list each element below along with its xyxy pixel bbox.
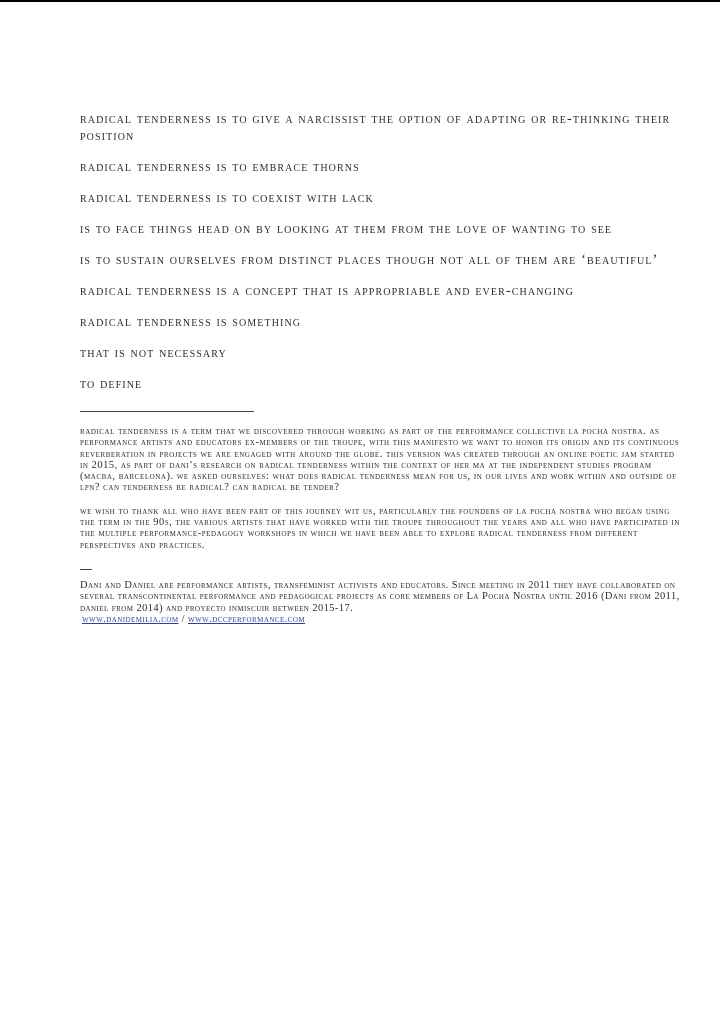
- danidemilia-link[interactable]: www.danidemilia.com: [82, 613, 179, 625]
- manifesto-line: radical tenderness is a concept that is appropriable and ever-changing: [80, 283, 574, 299]
- manifesto-line: to define: [80, 376, 143, 392]
- author-links: [82, 614, 680, 625]
- manifesto-line: that is not necessary: [80, 345, 227, 361]
- footnote-paragraph: radical tenderness is a term that we discovered through working as part of the performance collective la pocha nostra. as performance artists and educators ex-members of the troupe, with this manifesto we want to honor its origin and its continuous reverberation in projects we are engaged with around the globe. this version was created through an online poetic jam started in 2015, as part of dani’s research on radical tenderness within the context of her ma at the independent studies program (macba, barcelona). we asked ourselves: what does radical tenderness mean for us, in our lives and work within and outside of lpn? can tenderness be radical? can radical be tender?: [80, 426, 680, 494]
- manifesto-line: is to sustain ourselves from distinct places though not all of them are ‘beautiful’: [80, 252, 659, 268]
- manifesto-line: radical tenderness is to embrace thorns: [80, 159, 360, 175]
- link-separator: /: [181, 613, 185, 625]
- manifesto: [80, 111, 680, 393]
- dccperformance-link[interactable]: www.dccperformance.com: [188, 613, 306, 625]
- acknowledgement-paragraph: we wish to thank all who have been part of this journey wit us, particularly the founders of la pocha nostra who began using the term in the 90s, the various artists that have worked with the troupe throughout the years and all who have participated in the multiple performance-pedagogy workshops in which we have been able to explore radical tenderness from different perspectives and practices.: [80, 505, 680, 551]
- page-top-border: [0, 0, 720, 2]
- author-bio: Dani and Daniel are performance artists, transfeminist activists and educators. Since meeting in 2011 they have collaborated on several transcontinental performance and pedagogical projects as core members of La Pocha Nostra until 2016 (Dani from 2011, daniel from 2014) and proyecto inmiscuir between 2015-17.: [80, 579, 680, 614]
- manifesto-line: radical tenderness is to coexist with lack: [80, 190, 374, 206]
- manifesto-line: radical tenderness is to give a narcissist the option of adapting or re-thinking their position: [80, 111, 671, 144]
- manifesto-line: is to face things head on by looking at them from the love of wanting to see: [80, 221, 613, 237]
- footnote-divider: [80, 411, 254, 412]
- document-page: [80, 111, 680, 625]
- bio-divider: [80, 569, 92, 570]
- manifesto-line: radical tenderness is something: [80, 314, 302, 330]
